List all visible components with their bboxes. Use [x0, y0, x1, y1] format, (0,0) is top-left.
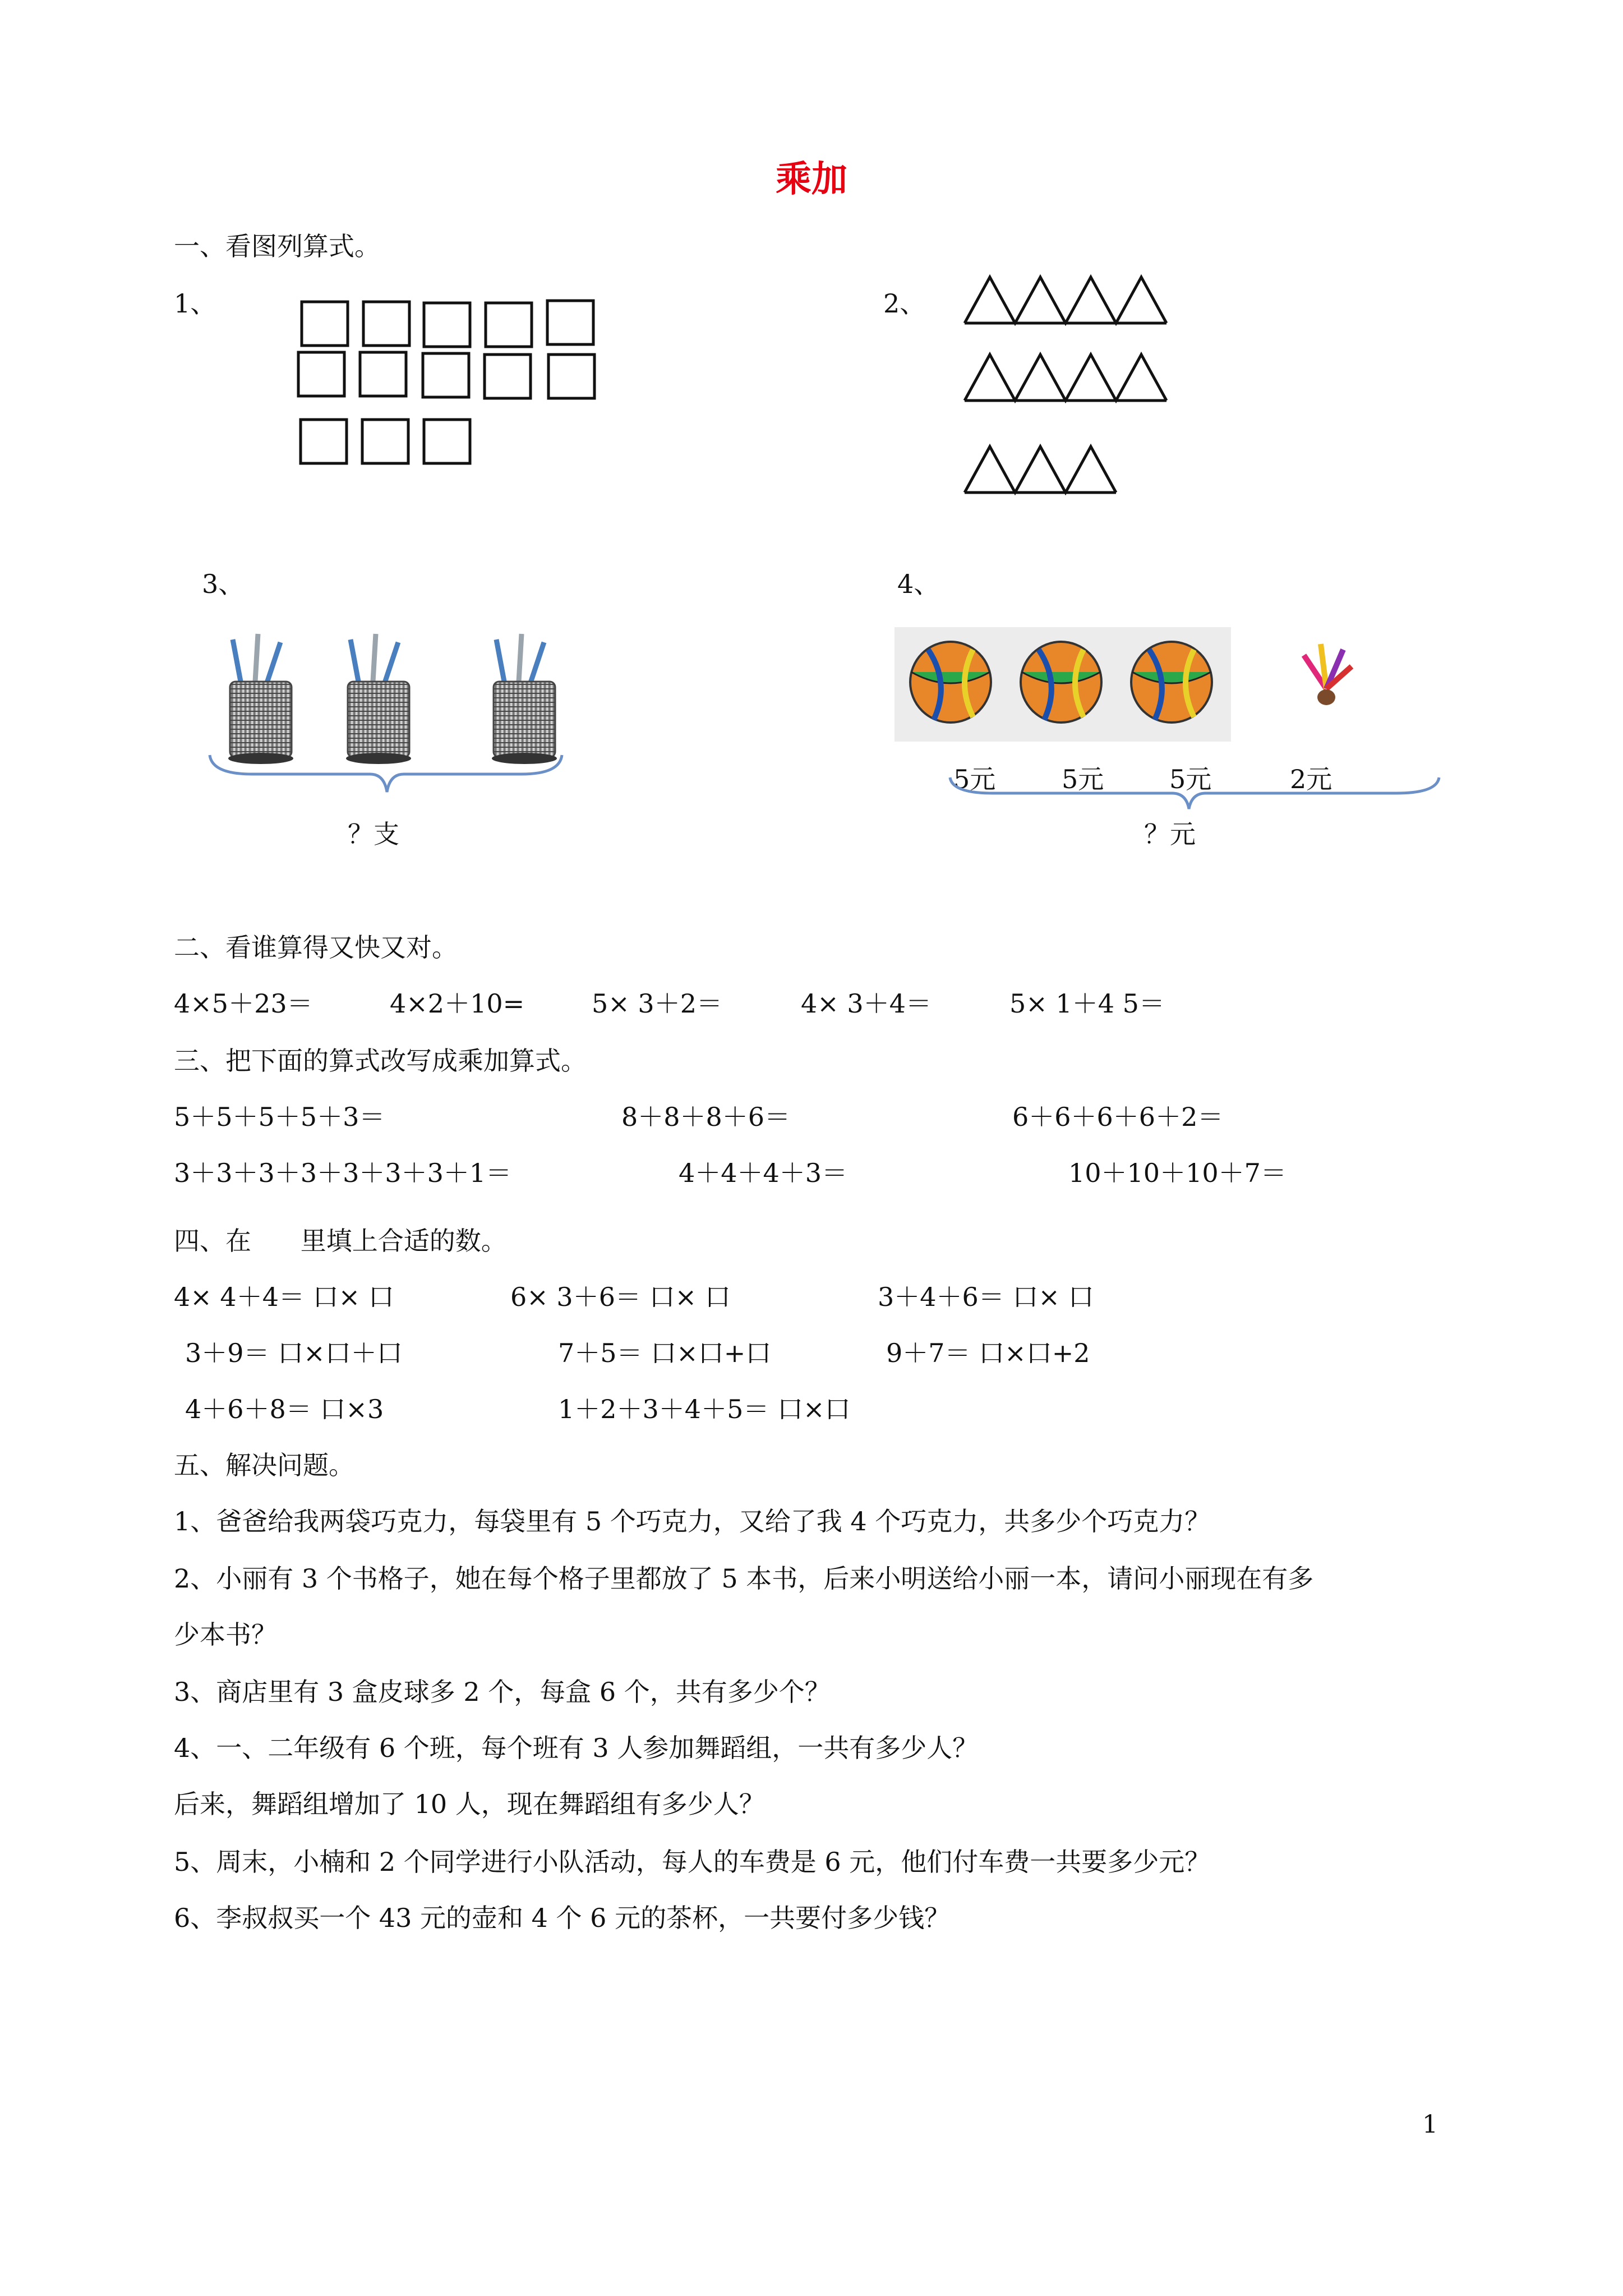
- problem: 6× 3＋6＝ 口× 口: [510, 1282, 731, 1312]
- shuttlecock-icon: [1304, 644, 1352, 705]
- item3-label: 3、: [202, 569, 245, 599]
- square: [424, 420, 470, 463]
- price-2: 5元: [1062, 764, 1104, 794]
- problem-line: 5、周末，小楠和 2 个同学进行小队活动，每人的车费是 6 元，他们付车费一共要多少元？: [174, 1847, 1211, 1877]
- square: [301, 420, 347, 463]
- problem: 10＋10＋10＋7＝: [1068, 1158, 1287, 1188]
- problem: 8＋8＋8＋6＝: [621, 1102, 791, 1132]
- problem: 3＋3＋3＋3＋3＋3＋3＋1＝: [174, 1158, 512, 1188]
- problem-line: 少本书？: [174, 1619, 277, 1650]
- problem: 4＋4＋4＋3＝: [679, 1158, 848, 1188]
- item4-label: 4、: [897, 569, 940, 599]
- problem-line: 2、小丽有 3 个书格子，她在每个格子里都放了 5 本书，后来小明送给小丽一本，请问小丽现在有多: [174, 1563, 1314, 1594]
- squares-figure: [296, 298, 610, 467]
- section2-heading: 二、看谁算得又快又对。: [174, 932, 458, 963]
- problem: 5× 1＋4 5＝: [1009, 988, 1165, 1019]
- square: [362, 420, 408, 463]
- problem: 1＋2＋3＋4＋5＝ 口×口: [558, 1394, 851, 1424]
- basketball-icon: [1131, 642, 1212, 723]
- problem: 5＋5＋5＋5＋3＝: [174, 1102, 385, 1132]
- square: [485, 355, 531, 398]
- price-4: 2元: [1290, 764, 1332, 794]
- section1-heading: 一、看图列算式。: [174, 231, 380, 261]
- problem: 6＋6＋6＋6＋2＝: [1012, 1102, 1224, 1132]
- square: [302, 302, 348, 346]
- pen-holder-icon: [228, 634, 293, 764]
- basketball-icon: [1021, 642, 1101, 723]
- page-title: 乘加: [776, 158, 847, 200]
- pen-holder-icon: [346, 634, 411, 764]
- section3-heading: 三、把下面的算式改写成乘加算式。: [174, 1046, 587, 1076]
- problem: 4× 3＋4＝: [801, 988, 932, 1019]
- problem: 7＋5＝ 口×口+口: [558, 1338, 772, 1368]
- item4-question: ？元: [1144, 819, 1196, 849]
- problem-line: 6、李叔叔买一个 43 元的壶和 4 个 6 元的茶杯，一共要付多少钱？: [174, 1903, 951, 1933]
- pen-holder-icon: [492, 634, 557, 764]
- square: [547, 301, 593, 344]
- problem: 3＋4＋6＝ 口× 口: [878, 1282, 1094, 1312]
- basketball-icon: [910, 642, 991, 723]
- triangle-row: [965, 447, 1116, 493]
- problem: 4× 4＋4＝ 口× 口: [174, 1282, 394, 1312]
- problem: 3＋9＝ 口×口＋口: [185, 1338, 403, 1368]
- price-1: 5元: [953, 764, 996, 794]
- square: [423, 353, 469, 397]
- page-number: 1: [1422, 2110, 1438, 2139]
- square: [486, 303, 532, 347]
- problem: 4×5＋23＝: [174, 988, 313, 1019]
- square: [363, 302, 409, 346]
- section5-heading: 五、解决问题。: [174, 1450, 354, 1480]
- triangles-figure: [965, 275, 1172, 499]
- square: [298, 352, 344, 396]
- problem-line: 4、一、二年级有 6 个班，每个班有 3 人参加舞蹈组，一共有多少人？: [174, 1733, 979, 1763]
- triangle-row: [965, 355, 1166, 401]
- brace-icon: [948, 774, 1441, 813]
- square: [548, 355, 594, 398]
- item2-label: 2、: [883, 288, 926, 319]
- problem: 9＋7＝ 口×口+2: [886, 1338, 1090, 1368]
- goods-figure: [895, 627, 1388, 751]
- item3-question: ？支: [348, 819, 399, 849]
- brace-icon: [208, 752, 566, 797]
- item1-label: 1、: [174, 288, 216, 319]
- problem-line: 后来，舞蹈组增加了 10 人，现在舞蹈组有多少人？: [174, 1789, 765, 1819]
- square: [424, 303, 470, 347]
- price-3: 5元: [1169, 764, 1212, 794]
- problem-line: 1、爸爸给我两袋巧克力，每袋里有 5 个巧克力，又给了我 4 个巧克力，共多少个巧克力？: [174, 1506, 1211, 1536]
- square: [360, 352, 406, 396]
- triangle-row: [965, 277, 1166, 323]
- problem: 5× 3＋2＝: [592, 988, 722, 1019]
- problem-line: 3、商店里有 3 盒皮球多 2 个，每盒 6 个，共有多少个？: [174, 1677, 831, 1707]
- problem: 4＋6＋8＝ 口×3: [185, 1394, 384, 1424]
- section4-heading: 四、在 里填上合适的数。: [174, 1226, 507, 1256]
- problem: 4×2＋10=: [390, 988, 525, 1019]
